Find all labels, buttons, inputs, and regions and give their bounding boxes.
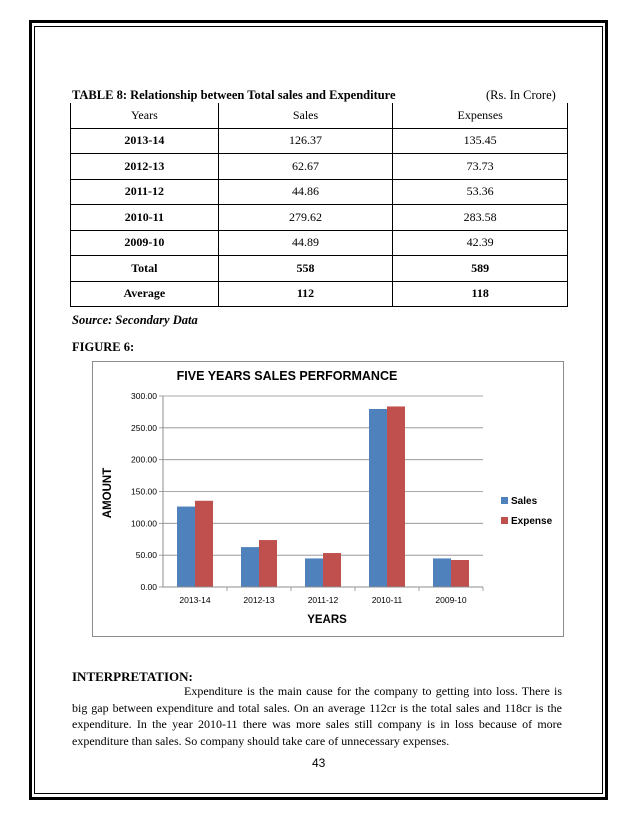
bar-sales-2011-12 [305, 558, 323, 587]
average-sales: 112 [218, 281, 393, 307]
total-sales: 558 [218, 256, 393, 282]
bar-sales-2009-10 [433, 558, 451, 587]
year-cell: 2013-14 [71, 128, 219, 154]
table-caption: TABLE 8: Relationship between Total sales and Expenditure [72, 88, 396, 102]
bar-sales-2013-14 [177, 507, 195, 587]
y-tick-label: 0.00 [140, 582, 157, 592]
y-axis-label: AMOUNT [102, 467, 114, 519]
table-row [71, 205, 568, 231]
average-expenses: 118 [393, 281, 568, 307]
year-cell: 2012-13 [71, 154, 219, 180]
chart-title: FIVE YEARS SALES PERFORMANCE [176, 369, 398, 383]
chart-canvas [93, 362, 565, 638]
bar-expense-2013-14 [195, 501, 213, 587]
table-unit: (Rs. In Crore) [486, 88, 556, 102]
expenses-cell: 42.39 [393, 230, 568, 256]
average-row [71, 281, 568, 307]
sales-cell: 44.86 [218, 179, 393, 205]
legend-label-sales: Sales [511, 496, 538, 507]
x-tick-label: 2013-14 [179, 595, 211, 605]
average-label: Average [71, 281, 219, 307]
total-row [71, 256, 568, 282]
table-row [71, 230, 568, 256]
header-sales: Sales [218, 103, 393, 128]
bar-expense-2010-11 [387, 406, 405, 587]
y-tick-label: 300.00 [131, 391, 157, 401]
y-tick-label: 200.00 [131, 454, 157, 465]
bar-expense-2011-12 [323, 553, 341, 587]
x-axis-label: YEARS [307, 614, 347, 626]
expenses-cell: 283.58 [393, 205, 568, 231]
total-expenses: 589 [393, 256, 568, 282]
sales-cell: 44.89 [218, 230, 393, 256]
total-label: Total [71, 256, 219, 282]
sales-expenditure-table [70, 103, 568, 307]
y-tick-label: 250.00 [131, 422, 157, 433]
bar-expense-2009-10 [451, 560, 469, 587]
interpretation-text: Expenditure is the main cause for the company to getting into loss. There is big gap between expenditure and total sales. On an average 112cr is the total sales and 118cr is the expenditure. In the year 2010-11 there was more sales still company is in loss because of more expenditure than sales. So company should take care of unnecessary expenses. [72, 684, 562, 748]
expenses-cell: 135.45 [393, 128, 568, 154]
sales-cell: 62.67 [218, 154, 393, 180]
table-row [71, 179, 568, 205]
x-axis-ticks [179, 587, 483, 605]
table-header-row [71, 103, 568, 128]
x-tick-label: 2010-11 [371, 595, 403, 605]
year-cell: 2011-12 [71, 179, 219, 205]
x-tick-label: 2012-13 [243, 595, 275, 605]
bar-sales-2010-11 [369, 409, 387, 587]
y-tick-label: 150.00 [131, 486, 157, 497]
header-years: Years [71, 103, 219, 128]
x-tick-label: 2009-10 [435, 595, 467, 605]
sales-performance-chart [92, 361, 564, 637]
sales-cell: 126.37 [218, 128, 393, 154]
legend-swatch-sales [501, 497, 508, 504]
figure-label: FIGURE 6: [72, 340, 135, 354]
bar-expense-2012-13 [259, 540, 277, 587]
table-row [71, 154, 568, 180]
legend-swatch-expense [501, 517, 508, 524]
y-tick-label: 100.00 [131, 518, 157, 529]
expenses-cell: 53.36 [393, 179, 568, 205]
chart-legend [501, 496, 553, 527]
chart-bars [177, 406, 469, 587]
x-tick-label: 2011-12 [307, 595, 339, 605]
interpretation-heading: INTERPRETATION: [72, 669, 193, 684]
bar-sales-2012-13 [241, 547, 259, 587]
table-row [71, 128, 568, 154]
y-tick-label: 50.00 [135, 550, 157, 561]
sales-cell: 279.62 [218, 205, 393, 231]
legend-label-expense: Expense [511, 516, 553, 527]
y-axis-ticks [131, 391, 163, 592]
header-expenses: Expenses [393, 103, 568, 128]
expenses-cell: 73.73 [393, 154, 568, 180]
year-cell: 2010-11 [71, 205, 219, 231]
year-cell: 2009-10 [71, 230, 219, 256]
table-source: Source: Secondary Data [72, 313, 198, 327]
page-number: 43 [312, 756, 326, 770]
